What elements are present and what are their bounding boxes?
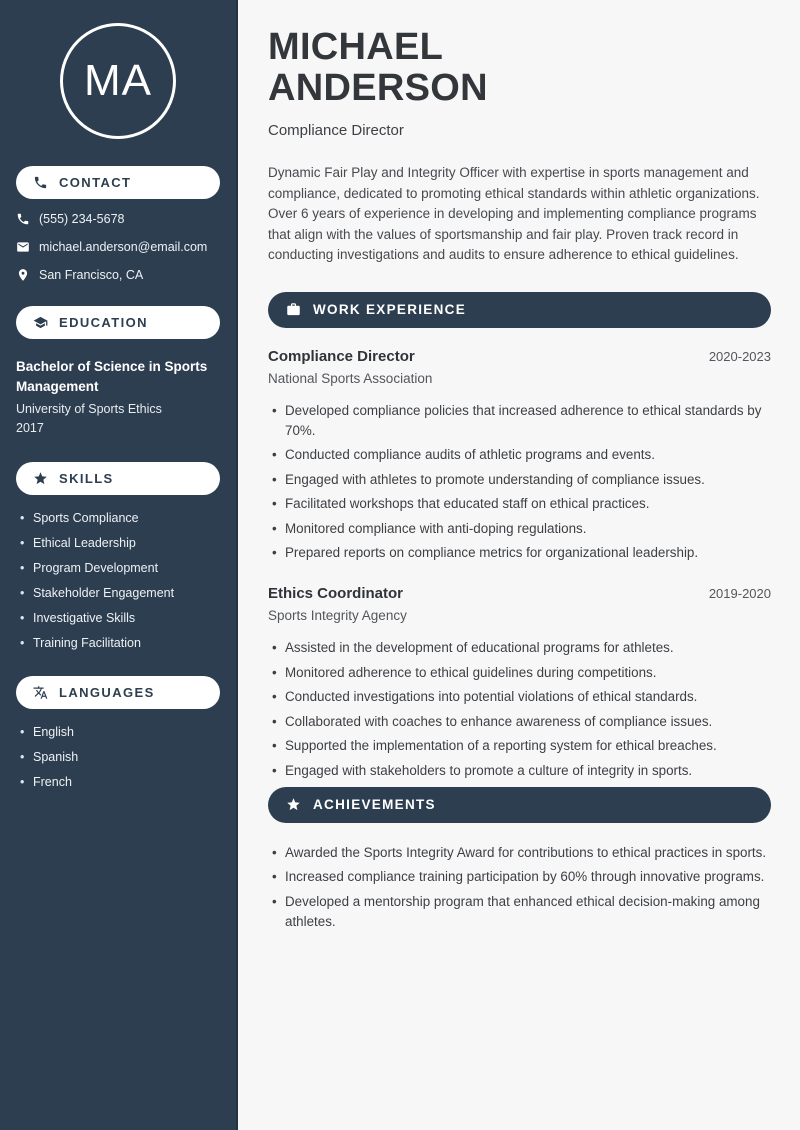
professional-summary: Dynamic Fair Play and Integrity Officer with expertise in sports management and compliance, dedicated to promoting ethical standards within athletic organizations. Over 6 years of experience in developing and implementing compliance programs that align with the values of sportsmanship and fair play. Proven track record in conducting investigations and audits to ensure adherence to ethical guidelines.: [268, 165, 760, 262]
last-name: ANDERSON: [268, 67, 488, 109]
location-text: San Francisco, CA: [39, 268, 144, 282]
skill-item: • Ethical Leadership: [20, 537, 222, 550]
school-name: University of Sports Ethics: [16, 402, 162, 416]
job-title-text: Ethics Coordinator: [268, 585, 404, 602]
graduation-cap-icon: [33, 315, 48, 330]
star-icon: [33, 471, 48, 486]
languages-section-header: [16, 676, 220, 709]
skill-item: • Program Development: [20, 562, 222, 575]
job-bullet: • Engaged with athletes to promote understanding of compliance issues.: [268, 470, 771, 490]
job-bullet-list: [268, 401, 771, 564]
main-content: [238, 0, 800, 1130]
achievements-section-header: [268, 787, 771, 823]
translate-icon: [33, 685, 48, 700]
job-bullet: • Assisted in the development of educational programs for athletes.: [268, 638, 771, 658]
avatar: [60, 23, 176, 139]
current-job-title: Compliance Director: [268, 122, 404, 139]
languages-list: [20, 726, 222, 789]
contact-header-label: CONTACT: [59, 175, 132, 190]
graduation-year: 2017: [16, 421, 44, 435]
company-name: National Sports Association: [268, 370, 433, 386]
phone-icon: [16, 212, 30, 226]
job-bullet: • Engaged with stakeholders to promote a culture of integrity in sports.: [268, 761, 771, 781]
job-bullet: • Prepared reports on compliance metrics for organizational leadership.: [268, 543, 771, 563]
languages-header-label: LANGUAGES: [59, 685, 155, 700]
achievement-bullet: • Increased compliance training participation by 60% through innovative programs.: [268, 867, 771, 887]
language-item: • English: [20, 726, 222, 739]
phone-number: (555) 234-5678: [39, 212, 125, 226]
first-name: MICHAEL: [268, 26, 444, 68]
contact-item-email: [16, 240, 222, 254]
job-bullet: • Conducted investigations into potential violations of ethical standards.: [268, 687, 771, 707]
skills-list: [20, 512, 222, 650]
job-dates: 2020-2023: [708, 348, 771, 364]
skill-item: • Sports Compliance: [20, 512, 222, 525]
skills-section-header: [16, 462, 220, 495]
contact-item-phone: [16, 212, 222, 226]
job-title-text: Compliance Director: [268, 347, 415, 365]
work-experience-section-header: [268, 292, 771, 328]
achievements-header-label: ACHIEVEMENTS: [313, 797, 436, 812]
avatar-initials: MA: [84, 56, 152, 105]
education-header-label: EDUCATION: [59, 315, 148, 330]
job-bullet: • Monitored adherence to ethical guidelines during competitions.: [268, 663, 771, 683]
briefcase-icon: [286, 302, 301, 317]
job-bullet: • Supported the implementation of a reporting system for ethical breaches.: [268, 736, 771, 756]
language-item: • Spanish: [20, 751, 222, 764]
phone-icon: [33, 175, 48, 190]
work-experience-header-label: WORK EXPERIENCE: [313, 302, 467, 317]
job-bullet: • Conducted compliance audits of athletic programs and events.: [268, 445, 771, 465]
contact-item-location: [16, 268, 222, 282]
job-dates: 2019-2020: [708, 586, 771, 601]
contact-section-header: [16, 166, 220, 199]
job-bullet: • Developed compliance policies that increased adherence to ethical standards by 70%.: [268, 401, 771, 441]
language-item: • French: [20, 776, 222, 789]
achievements-list: [268, 843, 771, 932]
achievement-bullet: • Awarded the Sports Integrity Award for contributions to ethical practices in sports.: [268, 843, 771, 863]
job-bullet: • Monitored compliance with anti-doping regulations.: [268, 519, 771, 539]
job-header: [268, 585, 771, 602]
star-icon: [286, 797, 301, 812]
skill-item: • Investigative Skills: [20, 612, 222, 625]
envelope-icon: [16, 240, 30, 254]
skill-item: • Training Facilitation: [20, 637, 222, 650]
education-section-header: [16, 306, 220, 339]
skill-item: • Stakeholder Engagement: [20, 587, 222, 600]
job-entry: [268, 348, 771, 564]
achievement-bullet: • Developed a mentorship program that enhanced ethical decision-making among athletes.: [268, 892, 771, 932]
company-name: Sports Integrity Agency: [268, 608, 407, 623]
contact-list: [16, 212, 222, 282]
skills-header-label: SKILLS: [59, 471, 114, 486]
job-entry: [268, 585, 771, 781]
job-bullet-list: [268, 638, 771, 781]
job-bullet: • Collaborated with coaches to enhance awareness of compliance issues.: [268, 712, 771, 732]
job-header: [268, 348, 771, 365]
degree-name: Bachelor of Science in Sports Management: [16, 359, 208, 394]
job-bullet: • Facilitated workshops that educated staff on ethical practices.: [268, 494, 771, 514]
email-address: michael.anderson@email.com: [39, 240, 208, 254]
education-entry: [16, 357, 220, 438]
page-title: [268, 27, 771, 109]
sidebar: [0, 0, 238, 1130]
location-pin-icon: [16, 268, 30, 282]
